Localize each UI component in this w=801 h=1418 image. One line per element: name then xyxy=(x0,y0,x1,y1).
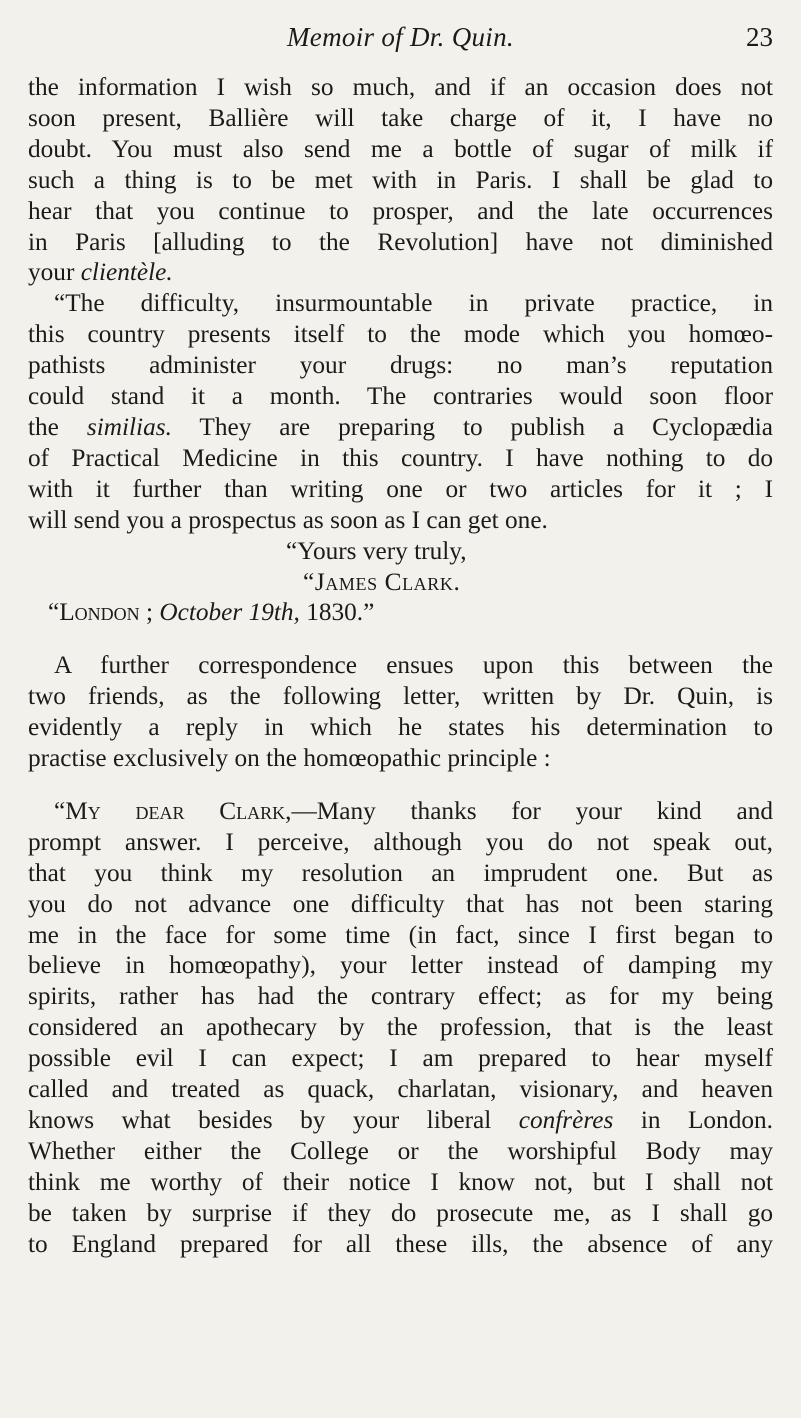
text-line xyxy=(28,796,773,827)
text-line: spirits, rather has had the contrary effect; as for my being xyxy=(28,982,773,1011)
text-line: called and treated as quack, charlatan, visionary, and heaven xyxy=(28,1075,773,1104)
paragraph-gap xyxy=(28,628,773,650)
running-head xyxy=(0,20,801,60)
text-line xyxy=(28,1105,773,1136)
text-line: the information I wish so much, and if an occasion does not xyxy=(28,73,773,101)
text-fragment: the xyxy=(28,412,87,441)
text-line: such a thing is to be met with in Paris. I shall be glad to xyxy=(28,165,773,194)
text-line: hear that you continue to prosper, and the late occurrences xyxy=(28,196,773,225)
text-line: with it further than writing one or two articles for it ; I xyxy=(28,474,773,503)
text-line xyxy=(28,257,773,288)
text-line: this country presents itself to the mode which you homœo- xyxy=(28,320,773,349)
text-line: pathists administer your drugs: no man’s reputation xyxy=(28,351,773,380)
text-line: evidently a reply in which he states his determination to xyxy=(28,713,773,742)
text-line: prompt answer. I perceive, although you do not speak out, xyxy=(28,827,773,856)
text-fragment: —Many thanks for your kind and xyxy=(291,796,773,825)
text-line: in Paris [alluding to the Revolution] have not diminished xyxy=(28,227,773,256)
year: 1830.” xyxy=(299,598,375,627)
text-fragment: They are preparing to publish a Cyclopædia xyxy=(171,412,773,441)
text-line: think me worthy of their notice I know not, but I shall not xyxy=(28,1167,773,1196)
text-line: of Practical Medicine in this country. I have nothing to do xyxy=(28,443,773,472)
text-line: to England prepared for all these ills, the absence of any xyxy=(28,1229,773,1258)
valediction: “Yours very truly, xyxy=(286,536,467,565)
text-line: Whether either the College or the worshipful Body may xyxy=(28,1136,773,1165)
text-line: you do not advance one difficulty that has not been staring xyxy=(28,889,773,918)
page-number: 23 xyxy=(746,22,773,52)
italic-word: clientèle. xyxy=(80,258,173,287)
text-line: that you think my resolution an imprudent one. But as xyxy=(28,858,773,887)
page-body xyxy=(28,72,773,1260)
place-name: “London ; xyxy=(48,598,160,627)
text-line: practise exclusively on the homœopathic principle : xyxy=(28,744,551,773)
text-line: “The difficulty, insurmountable in private practice, in xyxy=(54,289,773,318)
italic-word: confrères xyxy=(518,1106,614,1134)
text-line: A further correspondence ensues upon this between the xyxy=(54,651,773,680)
text-line: be taken by surprise if they do prosecute me, as I shall go xyxy=(28,1198,773,1227)
running-title: Memoir of Dr. Quin. xyxy=(287,22,514,52)
paragraph-gap xyxy=(28,774,773,796)
text-line: will send you a prospectus as soon as I can get one. xyxy=(28,505,548,534)
text-line xyxy=(28,412,773,443)
italic-word: similias. xyxy=(86,412,172,441)
text-line: two friends, as the following letter, written by Dr. Quin, is xyxy=(28,682,773,711)
text-line: possible evil I can expect; I am prepared to hear myself xyxy=(28,1044,773,1073)
text-line: doubt. You must also send me a bottle of sugar of milk if xyxy=(28,134,773,163)
salutation: “My dear Clark, xyxy=(54,796,292,825)
text-line: believe in homœopathy), your letter instead of damping my xyxy=(28,951,773,980)
text-fragment: your xyxy=(28,258,81,287)
date-italic: October 19th, xyxy=(159,598,300,627)
text-line: could stand it a month. The contraries would soon floor xyxy=(28,382,773,411)
dateline xyxy=(28,597,773,628)
text-fragment: in London. xyxy=(613,1106,773,1134)
text-line: me in the face for some time (in fact, since I first began to xyxy=(28,920,773,949)
signature: “James Clark. xyxy=(303,567,461,596)
text-line: soon present, Ballière will take charge of it, I have no xyxy=(28,103,773,132)
text-line: considered an apothecary by the profession, that is the least xyxy=(28,1013,773,1042)
text-fragment: knows what besides by your liberal xyxy=(28,1106,519,1134)
